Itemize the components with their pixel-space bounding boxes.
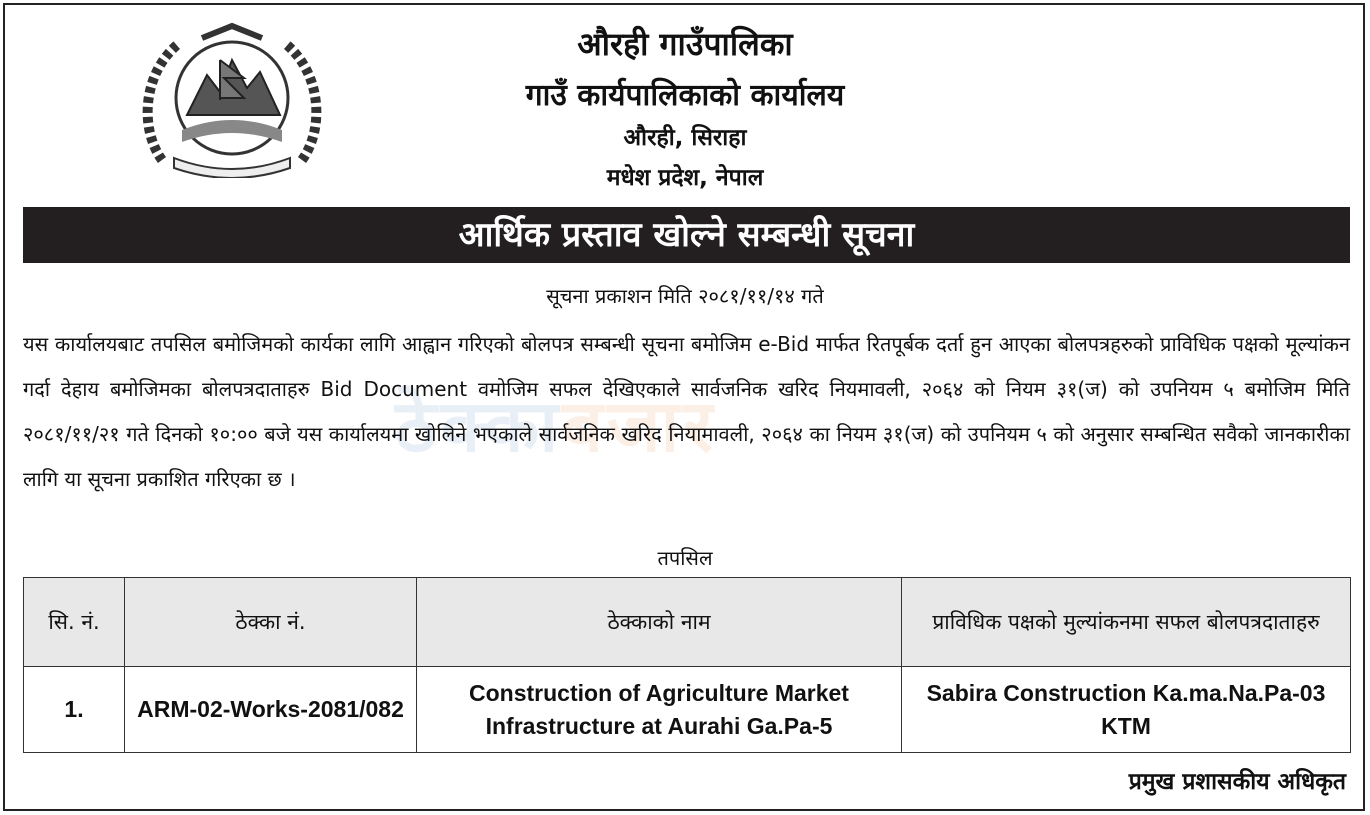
table-header-row [24, 578, 1351, 667]
contract-table [23, 577, 1351, 753]
cell-contract-name: Construction of Agriculture Market Infrastructure at Aurahi Ga.Pa-5 [417, 667, 902, 753]
col-header-contract-no: ठेक्का नं. [125, 578, 417, 667]
office-location: औरही, सिराहा [623, 125, 747, 151]
notice-title: आर्थिक प्रस्ताव खोल्ने सम्बन्धी सूचना [23, 207, 1350, 263]
province-name: मधेश प्रदेश, नेपाल [606, 165, 764, 191]
cell-serial: 1. [24, 667, 125, 753]
col-header-contract-name: ठेक्काको नाम [417, 578, 902, 667]
watermark-part-1: ठेक्का [395, 384, 563, 468]
schedule-heading: तपसिल [657, 546, 713, 570]
col-header-bidders: प्राविधिक पक्षको मुल्यांकनमा सफल बोलपत्रदाताहरु [902, 578, 1351, 667]
watermark-part-2: बजार [562, 384, 717, 468]
notice-body: यस कार्यालयबाट तपसिल बमोजिमको कार्यका लागि आह्वान गरिएको बोलपत्र सम्बन्धी सूचना बमोजिम e-Bid मार्फत रितपूर्बक दर्ता हुन आएका बोलपत्रहरुको प्राविधिक पक्षको मूल्यांकन गर्दा देहाय बमोजिमका बोलपत्रदाताहरु Bid Document वमोजिम सफल देखिएकाले सार्वजनिक खरिद नियमावली, २०६४ को नियम ३१(ज) को उपनियम ५ बमोजिम मिति २०८१/११/२१ गते दिनको १०:०० बजे यस कार्यालयमा खोलिने भएकाले सार्वजनिक खरिद नियामावली, २०६४ का नियम ३१(ज) को उपनियम ५ को अनुसार सम्बन्धित सवैको जानकारीका लागि या सूचना प्रकाशित गरिएका छ । [23, 332, 1350, 491]
cell-contract-no: ARM-02-Works-2081/082 [125, 667, 417, 753]
org-name: औरही गाउँपालिका [577, 25, 793, 63]
table-row [24, 667, 1351, 753]
nepal-emblem-icon [132, 20, 332, 178]
publication-date: सूचना प्रकाशन मिति २०८१/११/१४ गते [546, 284, 824, 308]
col-header-serial: सि. नं. [24, 578, 125, 667]
cell-bidder: Sabira Construction Ka.ma.Na.Pa-03 KTM [902, 667, 1351, 753]
office-name: गाउँ कार्यपालिकाको कार्यालय [525, 78, 845, 113]
signatory-title: प्रमुख प्रशासकीय अधिकृत [1128, 769, 1346, 795]
